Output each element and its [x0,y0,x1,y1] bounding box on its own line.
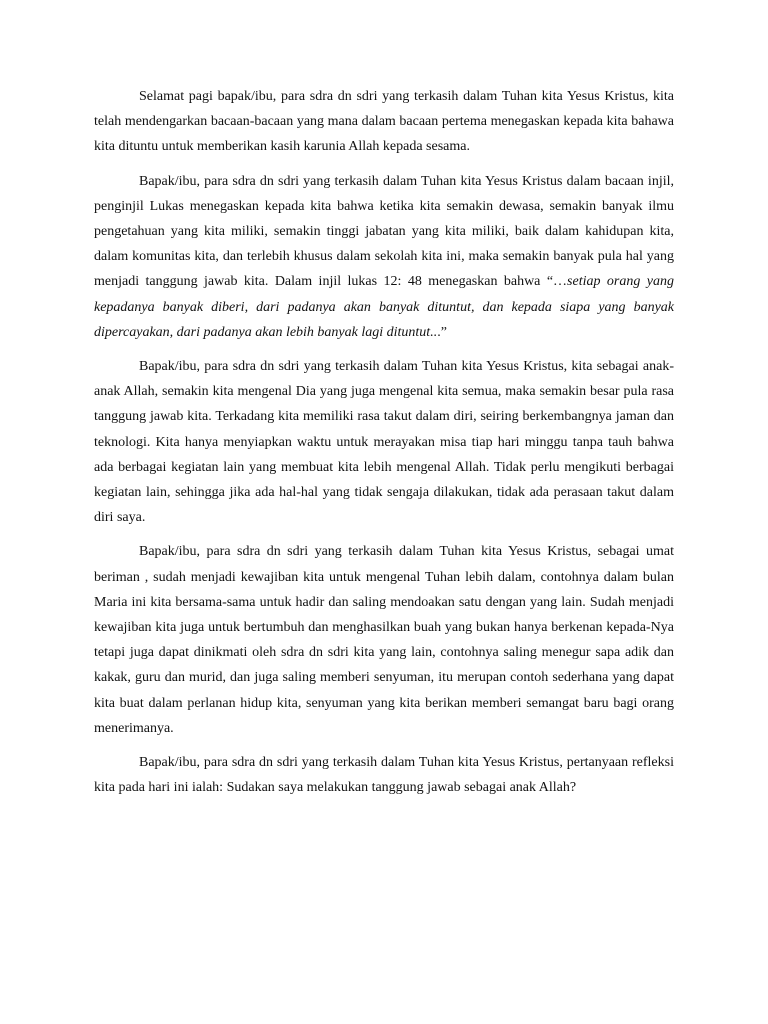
document-page [94,84,674,809]
paragraph-4 [94,539,674,741]
paragraph-1 [94,84,674,160]
paragraph-2 [94,169,674,345]
paragraph-5-text: Bapak/ibu, para sdra dn sdri yang terkasih dalam Tuhan kita Yesus Kristus, pertanyaan refleksi kita pada hari ini ialah: Sudakan saya melakukan tanggung jawab sebagai anak Allah? [94,755,674,796]
paragraph-1-text: Selamat pagi bapak/ibu, para sdra dn sdri yang terkasih dalam Tuhan kita Yesus Kristus, kita telah mendengarkan bacaan-bacaan yang mana dalam bacaan pertema menegaskan kepada kita bahawa kita dituntu untuk memberikan kasih karunia Allah kepada sesama. [94,89,674,155]
bible-quote-close: .” [437,324,447,340]
paragraph-2-text: Bapak/ibu, para sdra dn sdri yang terkasih dalam Tuhan kita Yesus Kristus dalam bacaan injil, penginjil Lukas menegaskan kepada kita bahwa ketika kita semakin dewasa, semakin banyak ilmu pengetahuan yang kita miliki, semakin tinggi jabatan yang kita miliki, baik dalam kahidupan kita, dalam komunitas kita, dan terlebih khusus dalam sekolah kita ini, maka semakin banyak pula hal yang menjadi tanggung jawab kita. Dalam injil lukas 12: 48 menegaskan bahwa “… [94,173,674,290]
bible-quote: setiap orang yang kepadanya banyak diberi, dari padanya akan banyak dituntut, dan kepada siapa yang banyak dipercayakan, dari padanya akan lebih banyak lagi dituntut.. [94,274,674,340]
paragraph-3-text: Bapak/ibu, para sdra dn sdri yang terkasih dalam Tuhan kita Yesus Kristus, kita sebagai anak-anak Allah, semakin kita mengenal Dia yang juga mengenal kita semua, maka semakin besar pula rasa tanggung jawab kita. Terkadang kita memiliki rasa takut dalam diri, seiring berkembangnya jaman dan teknologi. Kita hanya menyiapkan waktu untuk merayakan misa tiap hari minggu tanpa tauh bahwa ada berbagai kegiatan lain yang membuat kita lebih mengenal Allah. Tidak perlu mengikuti berbagai kegiatan lain, sehingga jika ada hal-hal yang tidak sengaja dilakukan, tidak ada perasaan takut dalam diri saya. [94,359,674,526]
paragraph-3 [94,354,674,530]
paragraph-4-text: Bapak/ibu, para sdra dn sdri yang terkasih dalam Tuhan kita Yesus Kristus, sebagai umat beriman , sudah menjadi kewajiban kita untuk mengenal Tuhan lebih dalam, contohnya dalam bulan Maria ini kita bersama-sama untuk hadir dan saling mendoakan satu dengan yang lain. Sudah menjadi kewajiban kita juga untuk bertumbuh dan menghasilkan buah yang bukan hanya berkenan kepada-Nya tetapi juga dapat dinikmati oleh sdra dn sdri kita yang lain, contohnya saling menegur sapa adik dan kakak, guru dan murid, dan juga saling memberi senyuman, itu merupan contoh sederhana yang dapat kita buat dalam perlanan hidup kita, senyuman yang kita berikan memberi semangat baru bagi orang menerimanya. [94,544,674,736]
paragraph-5 [94,750,674,800]
